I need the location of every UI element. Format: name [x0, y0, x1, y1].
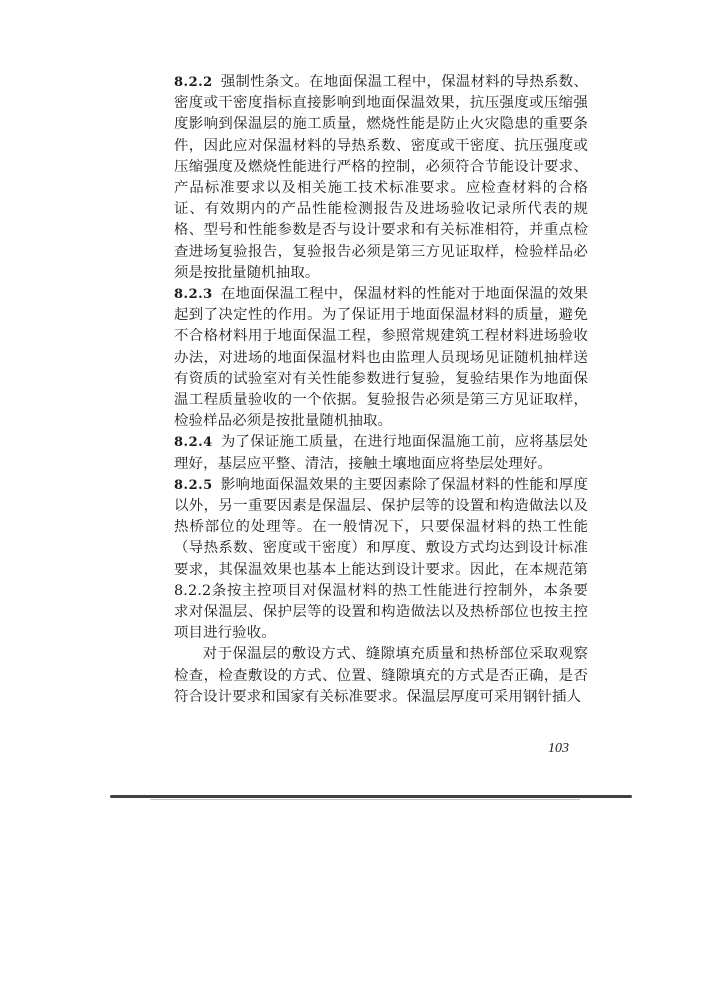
body-text [174, 72, 588, 708]
section-number: 8.2.3 [174, 287, 213, 303]
page-number: 103 [548, 741, 569, 756]
continuation-paragraph: 对于保温层的敷设方式、缝隙填充质量和热桥部位采取观察检查，检查敷设的方式、位置、缝隙填充的方式是否正确，是否符合设计要求和国家有关标准要求。保温层厚度可采用钢针插人 [174, 646, 588, 705]
section-number: 8.2.2 [174, 75, 213, 90]
section-text: 在地面保温工程中，保温材料的性能对于地面保温的效果起到了决定性的作用。为了保证用于地面保温材料的质量，避免不合格材料用于地面保温工程，参照常规建筑工程材料进场验收办法，对进场的地面保温材料也由监理人员现场见证随机抽样送有资质的试验室对有关性能参数进行复验，复验结果作为地面保温工程质量验收的一个依据。复验报告必须是第三方见证取样，检验样品必须是按批量随机抽取。 [174, 286, 588, 430]
section-text: 强制性条文。在地面保温工程中，保温材料的导热系数、密度或干密度指标直接影响到地面保温效果，抗压强度或压缩强度影响到保温层的施工质量，燃烧性能是防止火灾隐患的重要条件，因此应对保温材料的导热系数、密度或干密度、抗压强度或压缩强度及燃烧性能进行严格的控制，必须符合节能设计要求、产品标准要求以及相关施工技术标准要求。应检查材料的合格证、有效期内的产品性能检测报告及进场验收记录所代表的规格、型号和性能参数是否与设计要求和有关标准相符，并重点检查进场复验报告，复验报告必须是第三方见证取样，检验样品必须是按批量随机抽取。 [174, 74, 588, 281]
section-number: 8.2.5 [174, 477, 213, 493]
section-text: 为了保证施工质量，在进行地面保温施工前，应将基层处理好，基层应平整、清洁，接触土壤地面应将垫层处理好。 [174, 434, 588, 472]
section-8-2-3 [174, 284, 588, 432]
section-8-2-4 [174, 432, 588, 474]
section-text: 影响地面保温效果的主要因素除了保温材料的性能和厚度以外，另一重要因素是保温层、保护层等的设置和构造做法以及热桥部位的处理等。在一般情况下，只要保温材料的热工性能（导热系数、密度或干密度）和厚度、敷设方式均达到设计标准要求，其保温效果也基本上能达到设计要求。因此，在本规范第8.2.2条按主控项目对保温材料的热工性能进行控制外，本条要求对保温层、保护层等的设置和构造做法以及热桥部位也按主控项目进行验收。 [174, 476, 588, 642]
page-bottom-rule [110, 795, 632, 798]
page-bottom-rule-shadow [150, 799, 580, 800]
section-8-2-2 [174, 72, 588, 284]
section-number: 8.2.4 [174, 435, 213, 451]
section-8-2-5 [174, 475, 588, 645]
